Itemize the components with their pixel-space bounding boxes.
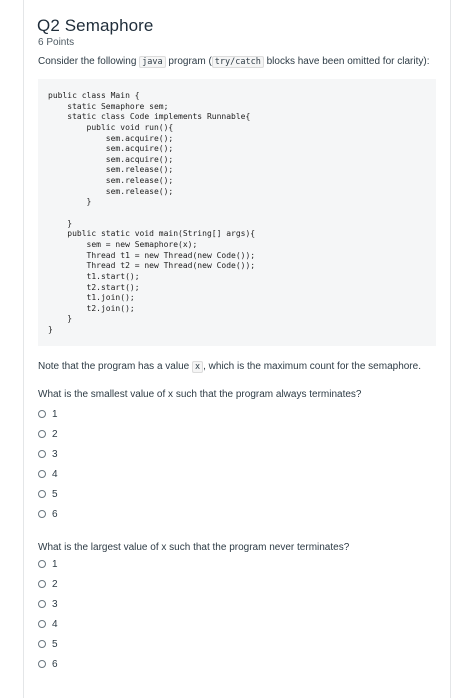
code-line: } [48,197,92,207]
code-line: Thread t1 = new Thread(new Code()); [48,250,256,260]
code-line: sem.release(); [48,165,174,175]
radio-button[interactable] [38,430,46,438]
code-line: sem = new Semaphore(x); [48,239,198,249]
option-label: 5 [52,488,58,500]
radio-button[interactable] [38,490,46,498]
sub-question-2-options [38,554,58,674]
code-line: t2.join(); [48,303,135,313]
option-label: 5 [52,638,58,650]
radio-button[interactable] [38,560,46,568]
radio-option[interactable] [38,574,58,594]
question-points: 6 Points [38,37,75,48]
radio-button[interactable] [38,410,46,418]
option-label: 1 [52,558,58,570]
note-text-1: Note that the program has a value [38,361,192,372]
inline-code-x: x [192,361,203,373]
code-line: sem.acquire(); [48,133,174,143]
radio-button[interactable] [38,580,46,588]
radio-option[interactable] [38,594,58,614]
radio-option[interactable] [38,554,58,574]
question-title: Q2 Semaphore [37,16,154,35]
code-line: public static void main(String[] args){ [48,229,256,239]
radio-button[interactable] [38,450,46,458]
radio-button[interactable] [38,660,46,668]
option-label: 6 [52,658,58,670]
radio-option[interactable] [38,634,58,654]
radio-option[interactable] [38,484,58,504]
code-line: } [48,325,53,335]
radio-button[interactable] [38,640,46,648]
option-label: 4 [52,468,58,480]
radio-option[interactable] [38,464,58,484]
radio-button[interactable] [38,620,46,628]
sub-question-1: What is the smallest value of x such that the program always terminates? [38,389,362,400]
code-line: static class Code implements Runnable{ [48,112,251,122]
option-label: 6 [52,508,58,520]
inline-code-java: java [139,56,165,68]
code-line: public class Main { [48,91,140,100]
sub-question-2: What is the largest value of x such that the program never terminates? [38,542,350,553]
code-line: } [48,218,73,228]
code-lines [48,91,255,336]
code-line: Thread t2 = new Thread(new Code()); [48,261,256,271]
question-prompt [38,55,429,69]
radio-button[interactable] [38,510,46,518]
semaphore-note [38,361,421,372]
radio-option[interactable] [38,614,58,634]
code-line: sem.release(); [48,176,174,186]
option-label: 3 [52,448,58,460]
prompt-text-1: Consider the following [38,56,140,67]
code-line: sem.acquire(); [48,144,174,154]
code-line: sem.acquire(); [48,154,174,164]
code-line: t2.start(); [48,282,140,292]
option-label: 3 [52,598,58,610]
option-label: 2 [52,578,58,590]
radio-option[interactable] [38,504,58,524]
code-line [48,208,255,219]
code-block [38,79,436,346]
code-line: static Semaphore sem; [48,101,169,111]
radio-button[interactable] [38,600,46,608]
option-label: 4 [52,618,58,630]
code-line: sem.release(); [48,186,174,196]
note-text-2: , which is the maximum count for the semaphore. [203,361,421,372]
code-line: public void run(){ [48,122,174,132]
prompt-text-2: program ( [165,56,212,67]
radio-option[interactable] [38,654,58,674]
option-label: 2 [52,428,58,440]
prompt-text-3: blocks have been omitted for clarity): [263,56,430,67]
option-label: 1 [52,408,58,420]
radio-option[interactable] [38,404,58,424]
radio-option[interactable] [38,424,58,444]
code-line: t1.join(); [48,293,135,303]
sub-question-1-options [38,404,58,524]
code-line: } [48,314,73,324]
radio-button[interactable] [38,470,46,478]
inline-code-try-catch: try/catch [212,56,264,68]
code-line: t1.start(); [48,271,140,281]
radio-option[interactable] [38,444,58,464]
